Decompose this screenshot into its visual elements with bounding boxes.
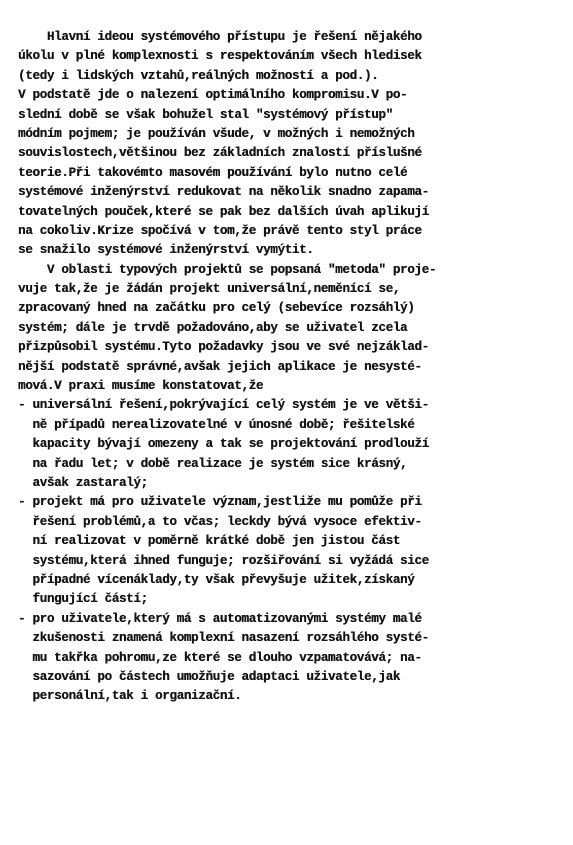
- list-item-line: ní realizovat v poměrně krátké době jen jistou část: [18, 534, 400, 549]
- list-item-line: - universální řešení,pokrývající celý systém je ve větši-: [18, 398, 429, 413]
- text-line: přizpůsobil systému.Tyto požadavky jsou ve své nejzáklad-: [18, 340, 429, 355]
- list-item-line: systému,která ihned funguje; rozšiřování si vyžádá sice: [18, 553, 429, 568]
- list-item-line: případné vícenáklady,ty však převyšuje užitek,získaný: [18, 572, 415, 587]
- text-line: Hlavní ideou systémového přístupu je řešení nějakého: [18, 30, 422, 44]
- list-item-line: avšak zastaralý;: [18, 475, 148, 490]
- text-line: zpracovaný hned na začátku pro celý (sebevíce rozsáhlý): [18, 301, 415, 316]
- list-item-line: personální,tak i organizační.: [18, 689, 242, 704]
- text-line: úkolu v plné komplexnosti s respektováním všech hledisek: [18, 49, 422, 64]
- list-item-line: na řadu let; v době realizace je systém sice krásný,: [18, 456, 408, 471]
- list-item-line: sazování po částech umožňuje adaptaci uživatele,jak: [18, 669, 400, 684]
- list-item-line: - pro uživatele,který má s automatizovanými systémy malé: [18, 611, 422, 626]
- text-line: slední době se však bohužel stal "systémový přístup": [18, 107, 393, 122]
- list-item-line: mu takřka pohromu,ze které se dlouho vzpamatovává; na-: [18, 650, 422, 665]
- list-item-line: zkušenosti znamená komplexní nasazení rozsáhlého systé-: [18, 631, 429, 646]
- text-line: systém; dále je trvdě požadováno,aby se uživatel zcela: [18, 320, 408, 335]
- text-line: se snažilo systémové inženýrství vymýtit.: [18, 243, 314, 258]
- text-line: V podstatě jde o nalezení optimálního kompromisu.V po-: [18, 88, 408, 103]
- list-item-line: - projekt má pro uživatele význam,jestliže mu pomůže při: [18, 495, 422, 510]
- list-item-line: fungující částí;: [18, 592, 148, 607]
- text-line: systémové inženýrství redukovat na několik snadno zapama-: [18, 185, 429, 200]
- list-item-line: kapacity bývají omezeny a tak se projektování prodlouží: [18, 437, 429, 452]
- text-line: (tedy i lidských vztahů,reálných možností a pod.).: [18, 68, 379, 83]
- text-line: na cokoliv.Krize spočívá v tom,že právě tento styl práce: [18, 223, 422, 238]
- text-line: tovatelných pouček,které se pak bez dalších úvah aplikují: [18, 204, 429, 219]
- list-item-line: ně případů nerealizovatelné v únosné době; řešitelské: [18, 417, 415, 432]
- text-line: V oblasti typových projektů se popsaná "metoda" proje-: [18, 262, 437, 277]
- text-line: mová.V praxi musíme konstatovat,že: [18, 379, 264, 394]
- text-line: módním pojmem; je používán všude, v možných i nemožných: [18, 126, 415, 141]
- text-line: nější podstatě správné,avšak jejich aplikace je nesysté-: [18, 359, 422, 374]
- text-line: teorie.Při takovémto masovém používání bylo nutno celé: [18, 165, 408, 180]
- list-item-line: řešení problémů,a to včas; leckdy bývá vysoce efektiv-: [18, 514, 422, 529]
- text-line: vuje tak,že je žádán projekt universální,neměnící se,: [18, 282, 400, 297]
- text-line: souvislostech,většinou bez základních znalostí příslušné: [18, 146, 422, 161]
